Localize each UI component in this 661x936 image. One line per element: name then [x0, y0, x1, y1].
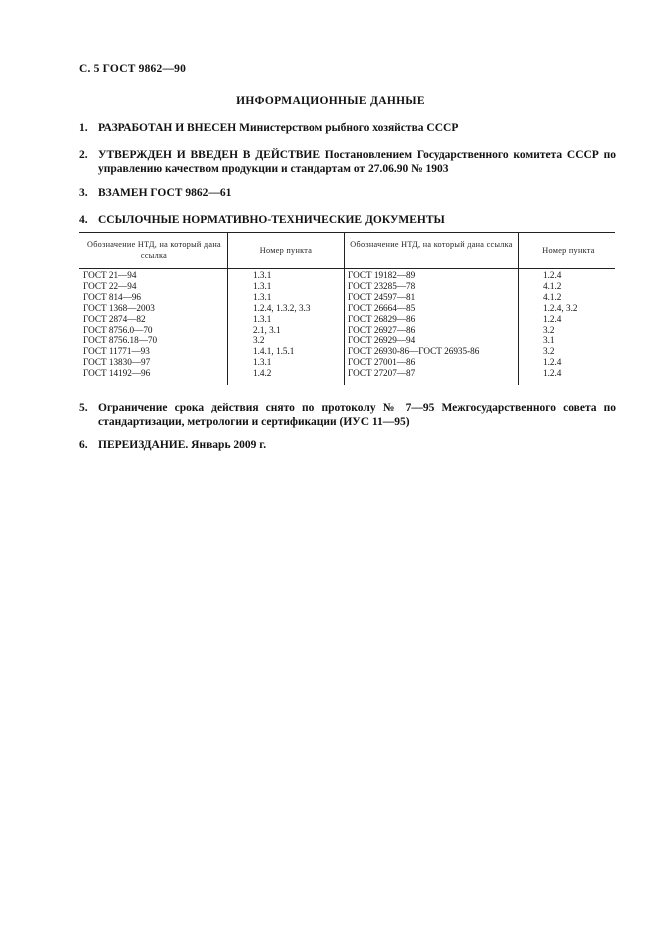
column-header-clause: Номер пункта	[542, 246, 595, 255]
table-cell: 1.2.4, 3.2	[543, 302, 578, 313]
table-cell: 1.2.4	[543, 357, 562, 368]
section-text: Ограничение срока действия снято по протоколу № 7—95 Межгосударственного совета по стандартизации, метрологии и сертификации (ИУС 11—95)	[98, 402, 616, 428]
table-cell: ГОСТ 27001—86	[348, 357, 416, 368]
table-cell: 1.2.4, 1.3.2, 3.3	[253, 302, 311, 313]
section-1	[79, 121, 616, 135]
table-cell: ГОСТ 26927—86	[348, 324, 416, 335]
table-cell: ГОСТ 24597—81	[348, 291, 416, 302]
section-number: 4.	[79, 214, 88, 226]
table-cell: 3.2	[543, 346, 555, 357]
document-title: ИНФОРМАЦИОННЫЕ ДАННЫЕ	[236, 95, 425, 107]
section-text: Январь 2009 г.	[188, 439, 267, 451]
table-cell: 1.3.1	[253, 357, 272, 368]
table-cell: 3.1	[543, 335, 555, 346]
table-cell: ГОСТ 8756.18—70	[83, 335, 158, 346]
section-text: Постановлением Государственного комитета СССР по управлению качеством продукции и стандартам от 27.06.90 № 1903	[98, 149, 616, 175]
table-cell: 1.3.1	[253, 313, 272, 324]
table-cell: ГОСТ 26930-86—ГОСТ 26935-86	[348, 346, 480, 357]
section-number: 3.	[79, 187, 88, 199]
clause-column-left	[253, 270, 310, 379]
table-cell: 1.2.4	[543, 368, 562, 379]
table-cell: 1.3.1	[253, 270, 272, 280]
table-cell: ГОСТ 26829—86	[348, 313, 416, 324]
table-cell: 1.3.1	[253, 291, 272, 302]
column-header-ntd: Обозначение НТД, на который дана ссылка	[350, 240, 513, 249]
column-header-ntd: Обозначение НТД, на который дана ссылка	[87, 240, 221, 260]
table-cell: ГОСТ 26929—94	[348, 335, 416, 346]
section-heading: ССЫЛОЧНЫЕ НОРМАТИВНО-ТЕХНИЧЕСКИЕ ДОКУМЕНТЫ	[98, 214, 445, 226]
table-cell: 3.2	[253, 335, 265, 346]
table-cell: 1.3.1	[253, 280, 272, 291]
table-cell: ГОСТ 2874—82	[83, 313, 146, 324]
section-3	[79, 186, 616, 200]
table-cell: ГОСТ 13830—97	[83, 357, 151, 368]
section-number: 2.	[79, 149, 88, 161]
table-cell: 2.1, 3.1	[253, 324, 281, 335]
ntd-column-left	[83, 270, 157, 379]
table-cell: 3.2	[543, 324, 555, 335]
header-divider	[79, 268, 615, 269]
table-cell: 1.2.4	[543, 270, 562, 280]
section-number: 1.	[79, 122, 88, 134]
table-cell: ГОСТ 26664—85	[348, 302, 416, 313]
table-cell: ГОСТ 27207—87	[348, 368, 416, 379]
section-number: 6.	[79, 439, 88, 451]
table-cell: ГОСТ 814—96	[83, 291, 142, 302]
section-number: 5.	[79, 402, 88, 414]
table-cell: ГОСТ 22—94	[83, 280, 137, 291]
table-cell: ГОСТ 23285—78	[348, 280, 416, 291]
clause-column-right	[543, 270, 577, 379]
table-cell: ГОСТ 19182—89	[348, 270, 416, 280]
table-cell: 1.4.2	[253, 368, 272, 379]
table-cell: 4.1.2	[543, 291, 562, 302]
section-6	[79, 438, 616, 452]
table-cell: ГОСТ 14192—96	[83, 368, 151, 379]
column-divider	[344, 233, 345, 385]
section-heading: ВЗАМЕН ГОСТ 9862—61	[98, 187, 232, 199]
ntd-column-right	[348, 270, 479, 379]
table-cell: 1.4.1, 1.5.1	[253, 346, 295, 357]
table-cell: 1.2.4	[543, 313, 562, 324]
section-text: Министерством рыбного хозяйства СССР	[236, 122, 459, 134]
section-5	[79, 401, 616, 429]
table-cell: ГОСТ 11771—93	[83, 346, 150, 357]
section-heading: УТВЕРЖДЕН И ВВЕДЕН В ДЕЙСТВИЕ	[98, 149, 321, 161]
table-cell: ГОСТ 21—94	[83, 270, 137, 280]
section-heading: РАЗРАБОТАН И ВНЕСЕН	[98, 122, 237, 134]
section-heading: ПЕРЕИЗДАНИЕ.	[98, 439, 189, 451]
table-cell: 4.1.2	[543, 280, 562, 291]
section-4	[79, 213, 616, 227]
table-cell: ГОСТ 8756.0—70	[83, 324, 153, 335]
column-divider	[518, 233, 519, 385]
table-cell: ГОСТ 1368—2003	[83, 302, 155, 313]
references-table	[79, 232, 615, 385]
column-divider	[227, 233, 228, 385]
section-2	[79, 148, 616, 176]
column-header-clause: Номер пункта	[259, 246, 313, 255]
page-header: С. 5 ГОСТ 9862—90	[79, 63, 187, 75]
